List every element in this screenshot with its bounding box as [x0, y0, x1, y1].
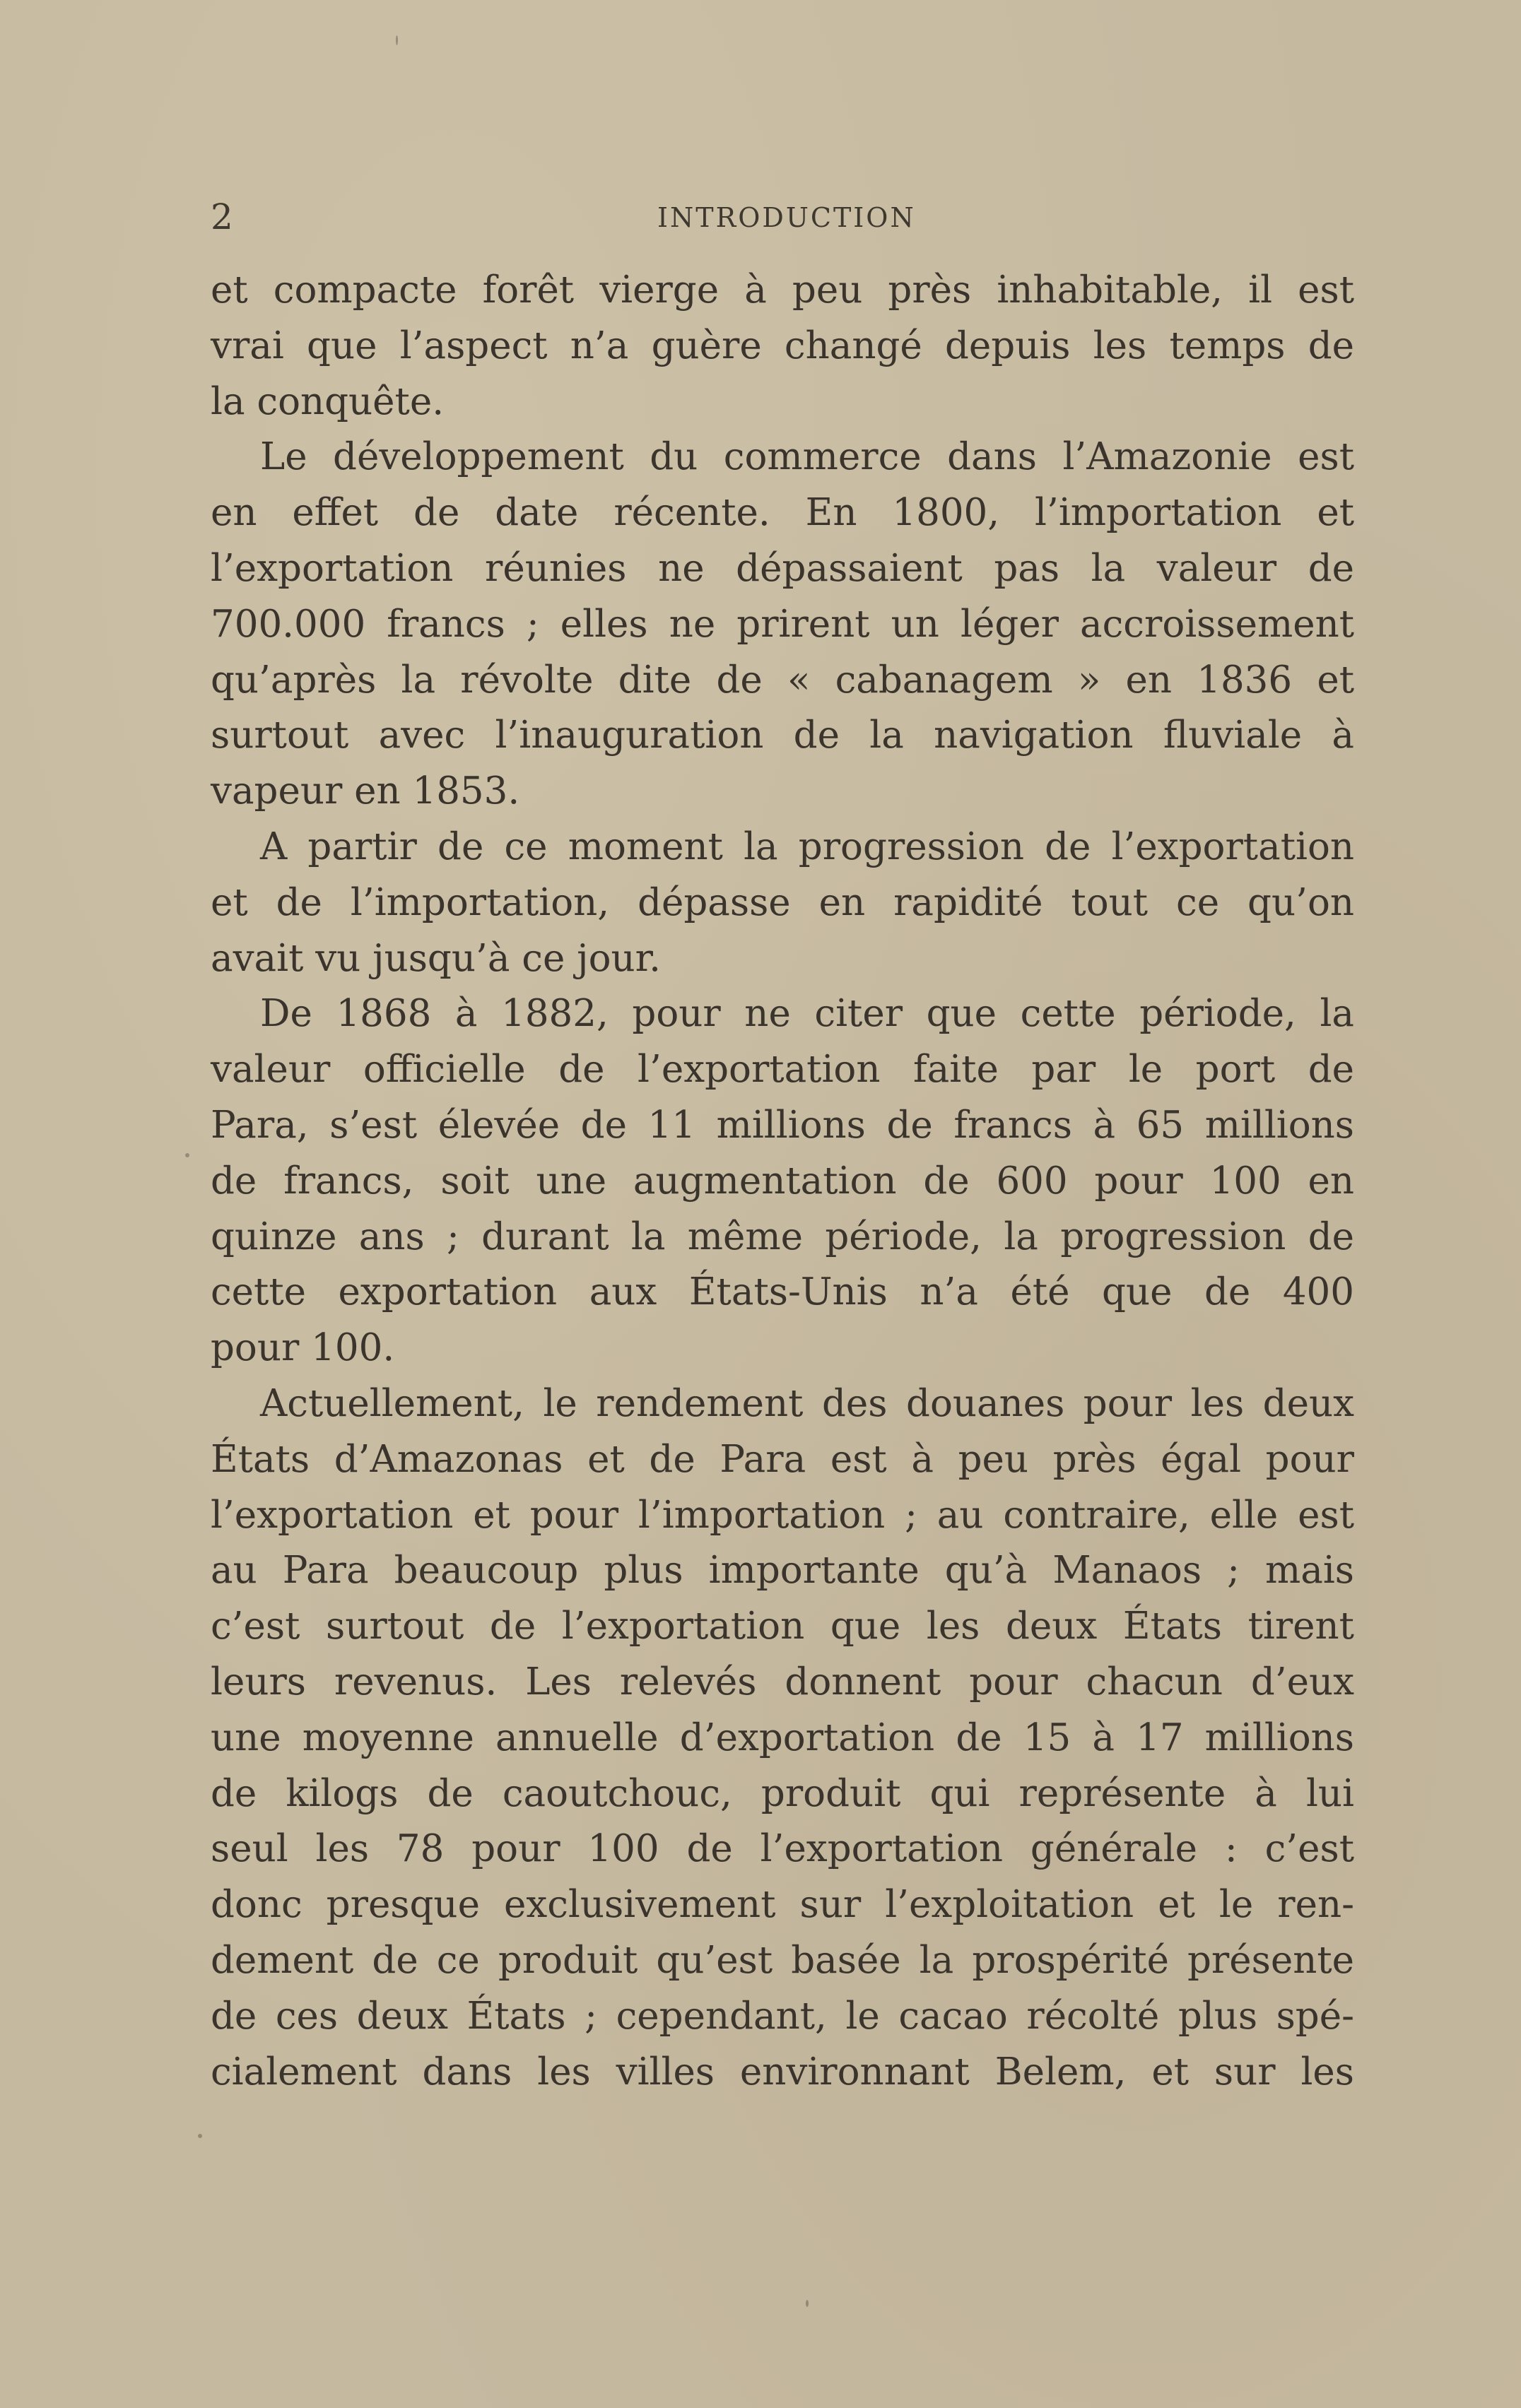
text-line-content: et compacte forêt vierge à peu près inhabitable, il est: [211, 268, 1354, 312]
text-line: [211, 1543, 1354, 1599]
text-line: [211, 541, 1354, 597]
text-line-content: valeur officielle de l’exportation faite par le port de: [211, 1048, 1354, 1092]
text-line: [211, 1042, 1354, 1098]
text-line: [211, 1877, 1354, 1933]
text-line: [211, 875, 1354, 931]
text-line-content: vapeur en 1853.: [211, 769, 520, 813]
text-line-content: la conquête.: [211, 379, 445, 423]
text-line-content: cette exportation aux États-Unis n’a été que de 400: [211, 1270, 1354, 1314]
text-line-content: seul les 78 pour 100 de l’exportation générale : c’est: [211, 1827, 1354, 1871]
text-line: [211, 1711, 1354, 1766]
paper-speck: [396, 35, 398, 45]
text-line: [211, 2045, 1354, 2101]
text-line: [211, 1655, 1354, 1711]
text-line-content: l’exportation réunies ne dépassaient pas la valeur de: [211, 546, 1354, 590]
text-line: [211, 1766, 1354, 1822]
text-line: [211, 1488, 1354, 1544]
text-line: [211, 1822, 1354, 1877]
text-line: [211, 1599, 1354, 1655]
text-line-content: de ces deux États ; cependant, le cacao récolté plus spé-: [211, 1994, 1354, 2038]
page-number: 2: [211, 196, 233, 237]
text-line-content: quinze ans ; durant la même période, la progression de: [211, 1215, 1354, 1258]
text-line-content: qu’après la révolte dite de « cabanagem » en 1836 et: [211, 658, 1354, 702]
running-title: INTRODUCTION: [657, 202, 916, 233]
text-line: [211, 1265, 1354, 1321]
text-line: [211, 931, 1354, 987]
running-head: [211, 192, 1354, 242]
text-line: [211, 1989, 1354, 2045]
text-line: [211, 708, 1354, 764]
text-line-content: et de l’importation, dépasse en rapidité tout ce qu’on: [211, 880, 1354, 924]
text-line-content: États d’Amazonas et de Para est à peu près égal pour: [211, 1437, 1354, 1481]
text-line-content: cialement dans les villes environnant Belem, et sur les: [211, 2050, 1354, 2094]
text-line: [211, 653, 1354, 709]
text-line: [211, 986, 1354, 1042]
text-line-content: surtout avec l’inauguration de la navigation fluviale à: [211, 714, 1354, 757]
paper-speck: [198, 2134, 202, 2138]
text-line: [211, 263, 1354, 319]
text-line-content: de kilogs de caoutchouc, produit qui représente à lui: [211, 1771, 1354, 1815]
text-line: [211, 1098, 1354, 1154]
text-line: [211, 1432, 1354, 1488]
text-line-content: pour 100.: [211, 1326, 395, 1370]
text-line-content: de francs, soit une augmentation de 600 pour 100 en: [211, 1159, 1354, 1203]
text-line-content: l’exportation et pour l’importation ; au contraire, elle est: [211, 1493, 1354, 1537]
text-line-content: avait vu jusqu’à ce jour.: [211, 936, 662, 980]
paper-speck: [806, 2300, 809, 2307]
text-line: [211, 1210, 1354, 1265]
text-line-content: dement de ce produit qu’est basée la prospérité présente: [211, 1938, 1354, 1982]
text-line: [211, 430, 1354, 485]
text-line-content: donc presque exclusivement sur l’exploitation et le ren-: [211, 1883, 1354, 1927]
text-line: [211, 597, 1354, 653]
text-line: [211, 485, 1354, 541]
text-line: [211, 820, 1354, 875]
text-line-content: Le développement du commerce dans l’Amazonie est: [260, 435, 1354, 479]
text-line: [211, 1933, 1354, 1989]
text-line: [211, 1376, 1354, 1432]
text-line-content: au Para beaucoup plus importante qu’à Manaos ; mais: [211, 1549, 1354, 1593]
text-line-content: en effet de date récente. En 1800, l’importation et: [211, 491, 1354, 535]
text-line-content: c’est surtout de l’exportation que les deux États tirent: [211, 1605, 1354, 1648]
text-line: [211, 319, 1354, 374]
text-line: [211, 1154, 1354, 1210]
text-line-content: A partir de ce moment la progression de l’exportation: [260, 825, 1354, 868]
body-text: [211, 263, 1354, 2100]
text-line-content: leurs revenus. Les relevés donnent pour chacun d’eux: [211, 1660, 1354, 1704]
text-line-content: vrai que l’aspect n’a guère changé depuis les temps de: [211, 324, 1354, 367]
text-line: [211, 374, 1354, 430]
text-line-content: Actuellement, le rendement des douanes pour les deux: [260, 1381, 1354, 1425]
text-line: [211, 764, 1354, 820]
paper-speck: [185, 1153, 189, 1157]
text-line-content: une moyenne annuelle d’exportation de 15 à 17 millions: [211, 1716, 1354, 1759]
text-line: [211, 1321, 1354, 1376]
text-line-content: 700.000 francs ; elles ne prirent un léger accroissement: [211, 602, 1354, 646]
text-line-content: Para, s’est élevée de 11 millions de francs à 65 millions: [211, 1103, 1354, 1147]
text-line-content: De 1868 à 1882, pour ne citer que cette période, la: [260, 992, 1354, 1036]
